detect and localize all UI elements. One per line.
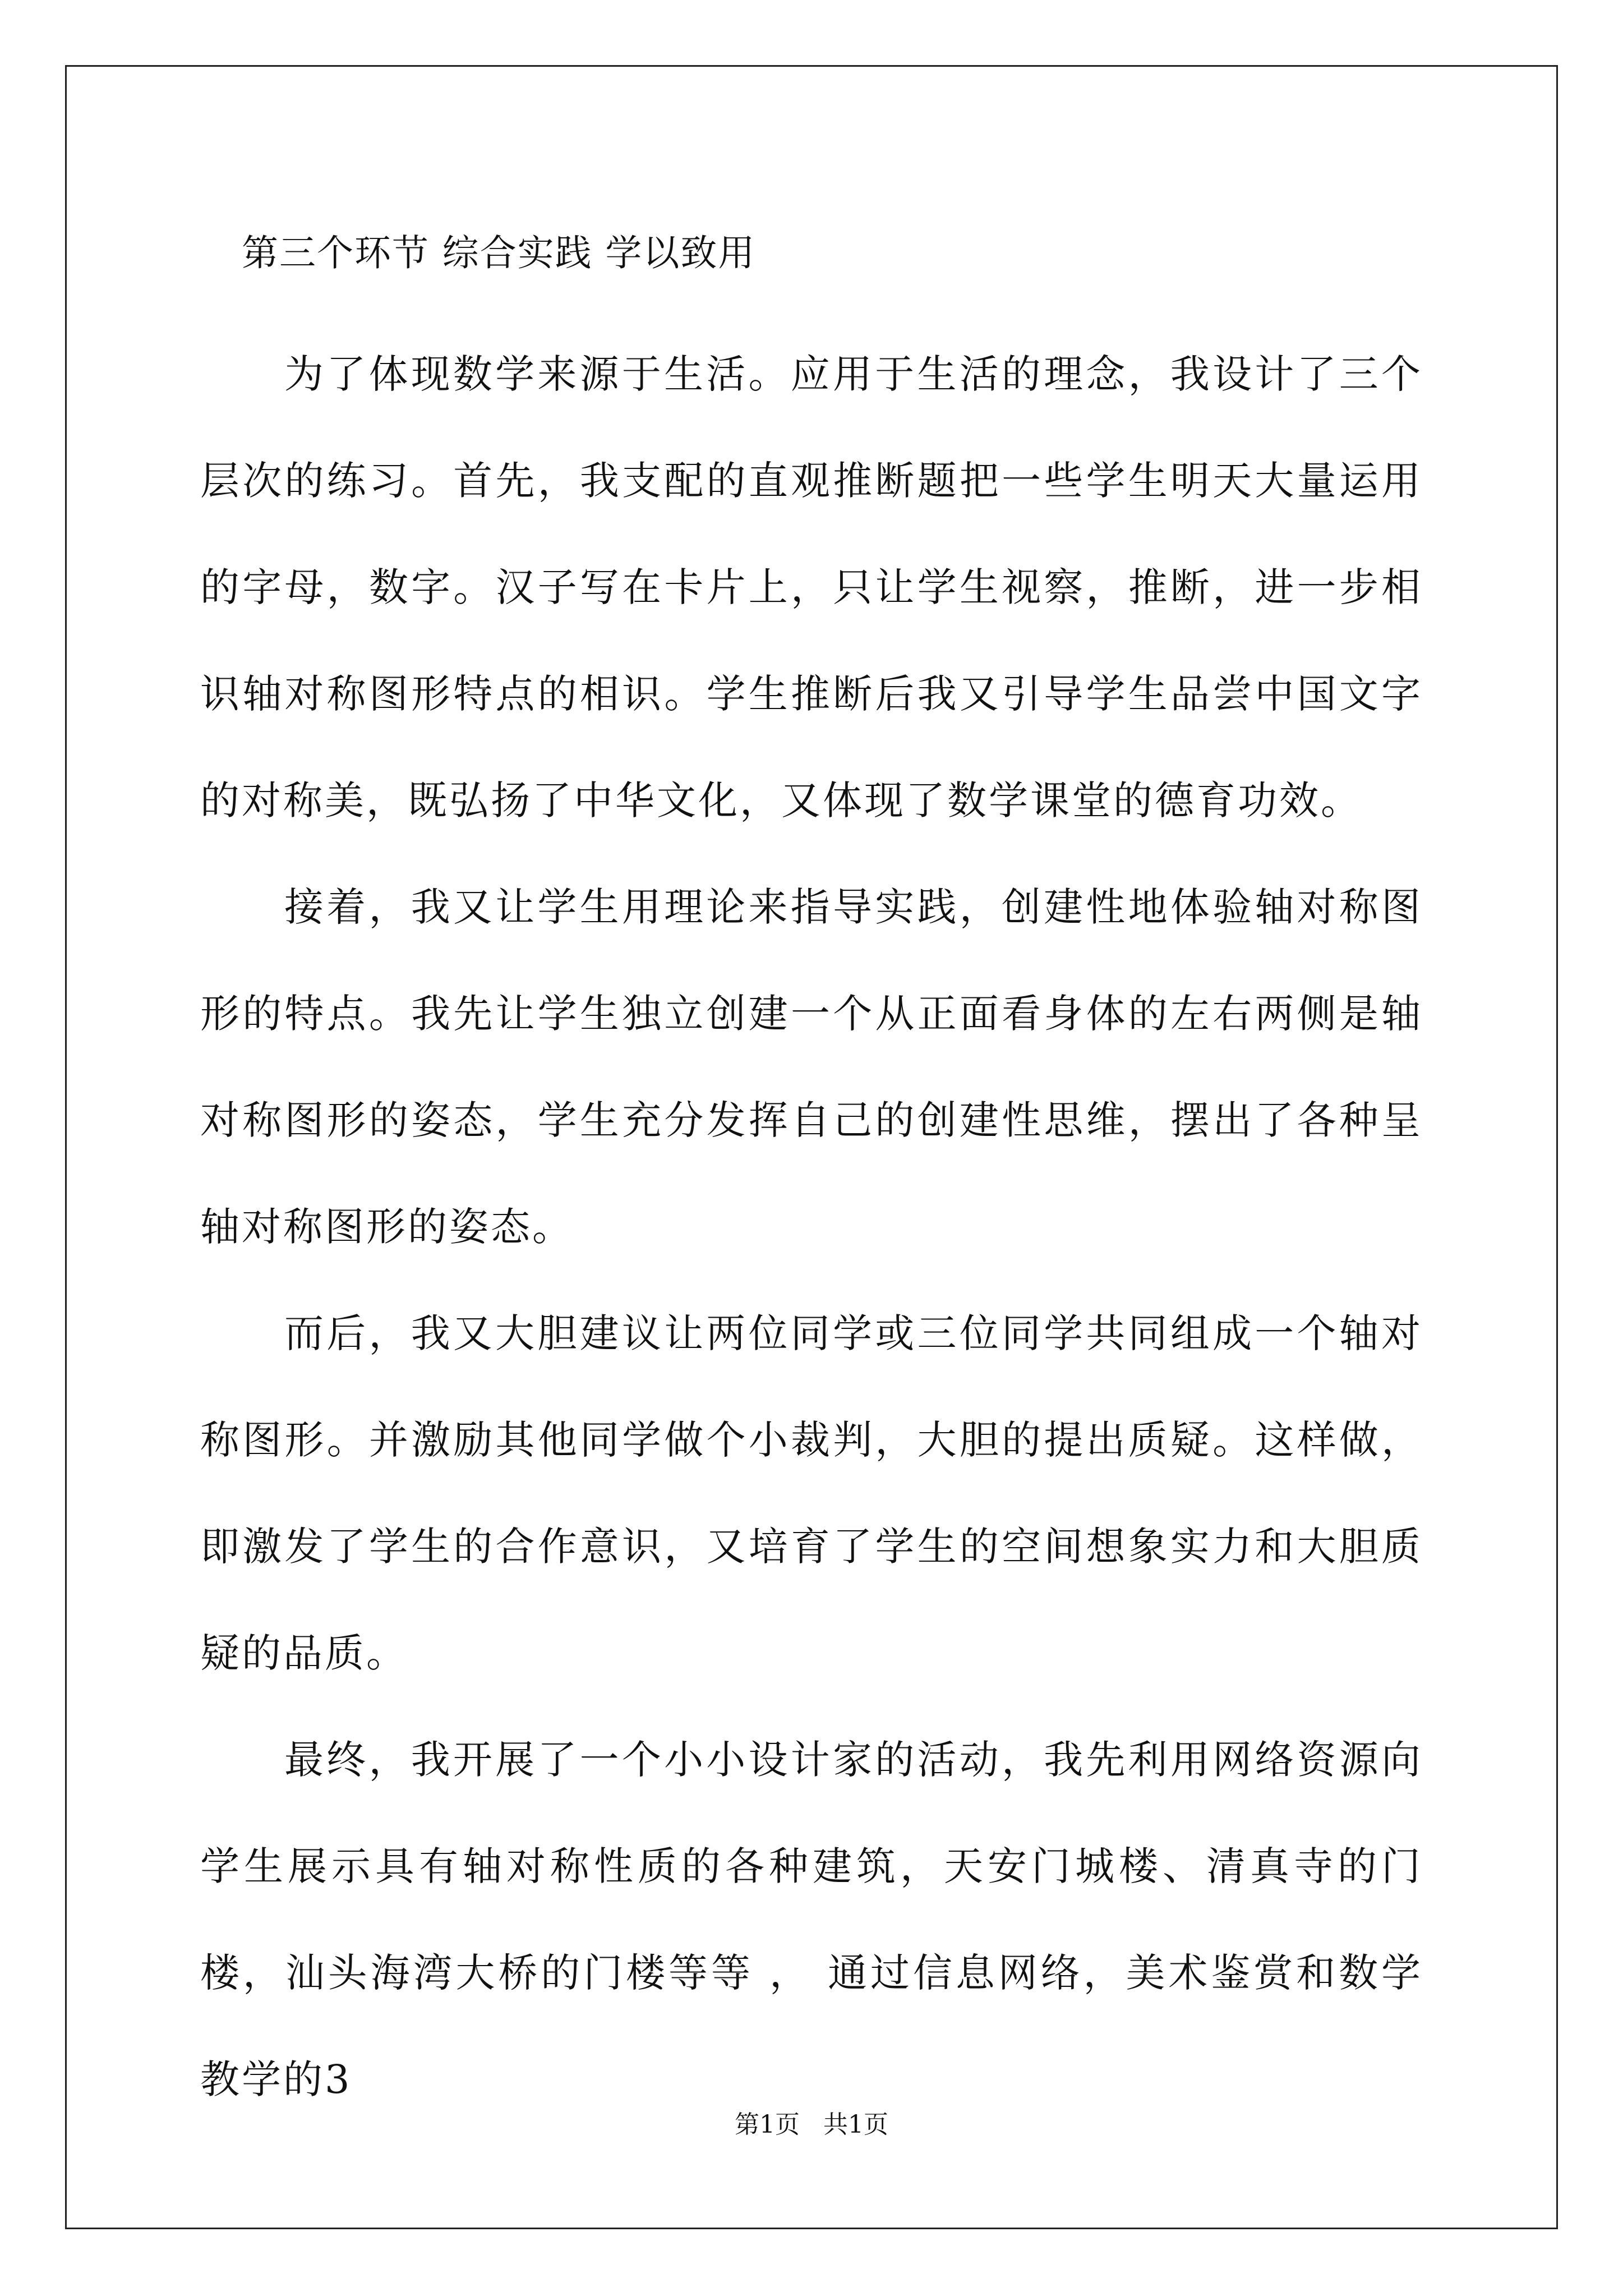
paragraph-4: 最终，我开展了一个小小设计家的活动，我先利用网络资源向学生展示具有轴对称性质的各种建筑，天安门城楼、清真寺的门楼，汕头海湾大桥的门楼等等 ， 通过信息网络，美术鉴赏和数学教学的3 [200, 1737, 1423, 2102]
paragraph-1: 为了体现数学来源于生活。应用于生活的理念，我设计了三个层次的练习。首先，我支配的直观推断题把一些学生明天大量运用的字母，数字。汉子写在卡片上，只让学生视察，推断，进一步相识轴对称图形特点的相识。学生推断后我又引导学生品尝中国文字的对称美，既弘扬了中华文化，又体现了数学课堂的德育功效。 [200, 351, 1423, 823]
paragraph-3: 而后，我又大胆建议让两位同学或三位同学共同组成一个轴对称图形。并激励其他同学做个小裁判，大胆的提出质疑。这样做，即激发了学生的合作意识，又培育了学生的空间想象实力和大胆质疑的品质。 [200, 1310, 1423, 1676]
page-footer: 第1页 共1页 [735, 2110, 888, 2139]
document-body [200, 220, 1423, 2133]
paragraph-2: 接着，我又让学生用理论来指导实践，创建性地体验轴对称图形的特点。我先让学生独立创建一个从正面看身体的左右两侧是轴对称图形的姿态，学生充分发挥自己的创建性思维，摆出了各种呈轴对称图形的姿态。 [200, 884, 1423, 1250]
section-heading: 第三个环节 综合实践 学以致用 [242, 232, 756, 274]
